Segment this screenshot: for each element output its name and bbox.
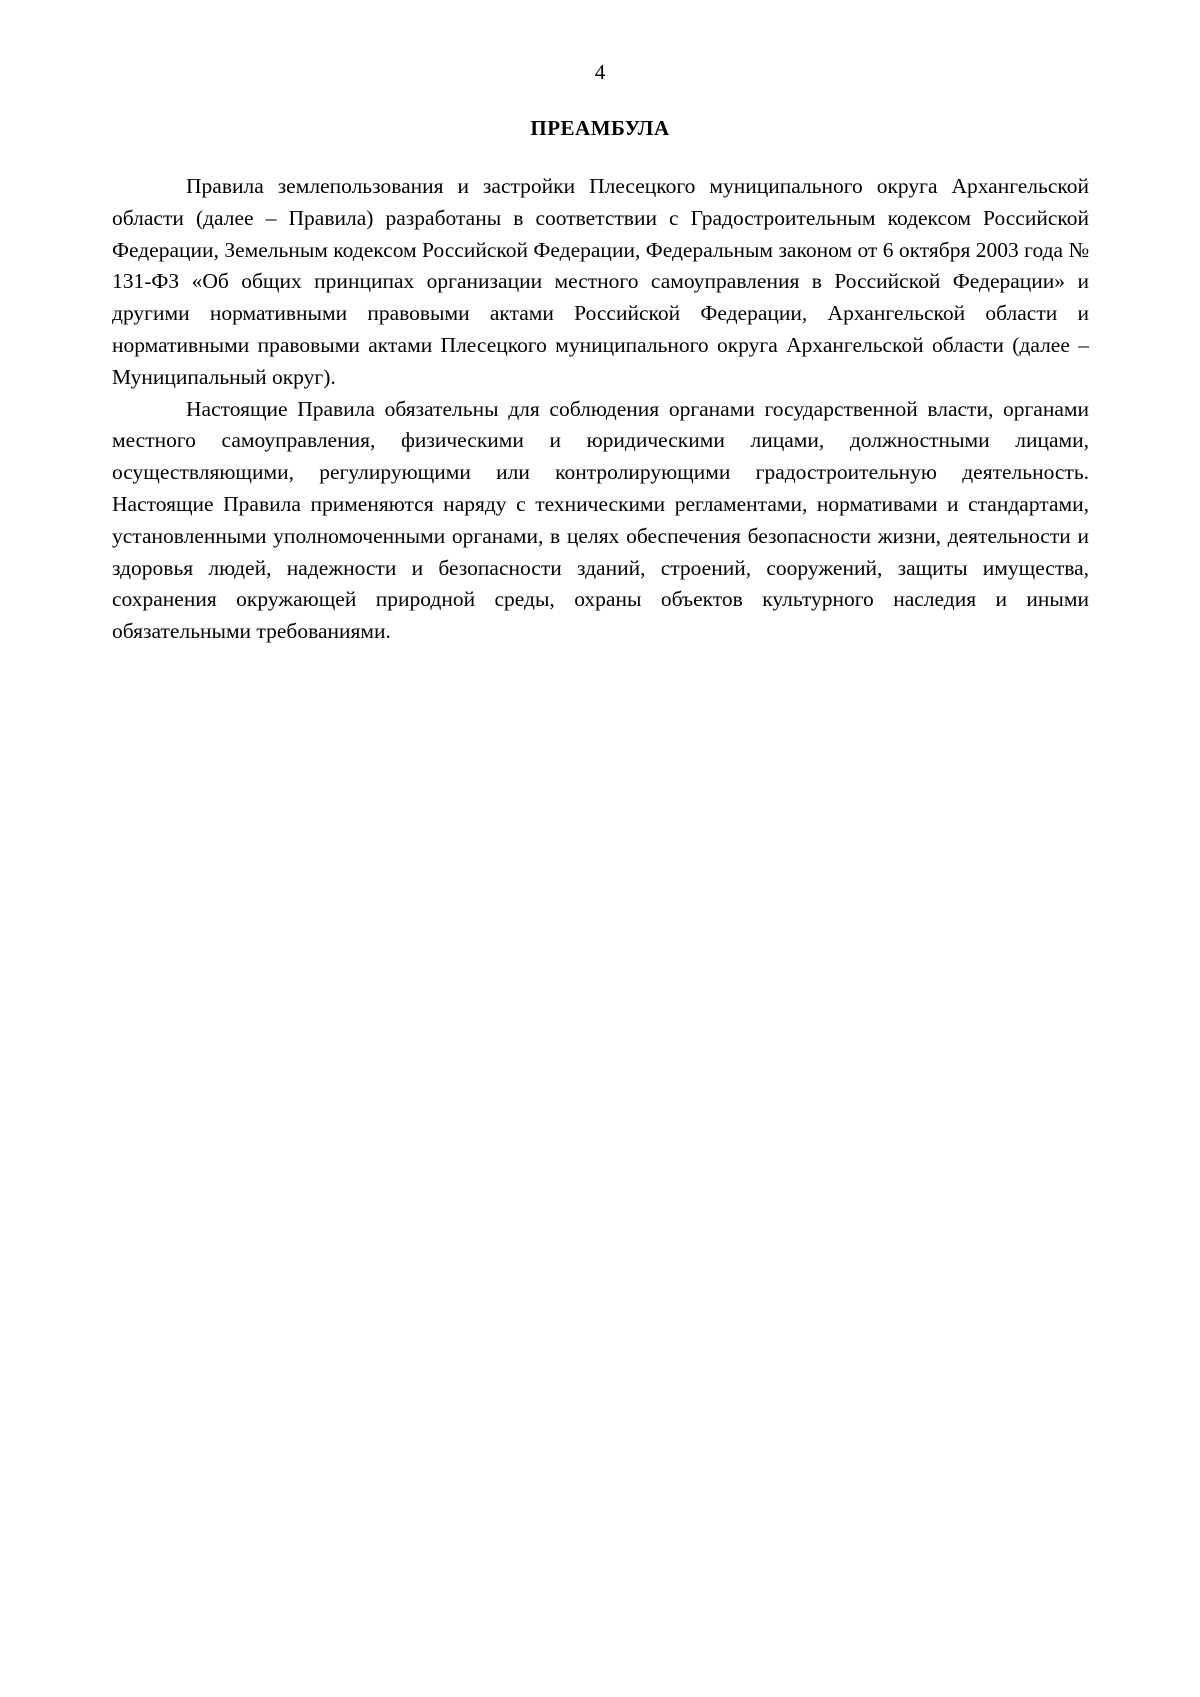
section-heading: ПРЕАМБУЛА <box>530 116 670 140</box>
paragraph-2: Настоящие Правила обязательны для соблюдения органами государственной власти, органами местного самоуправления, физическими и юридическими лицами, должностными лицами, осуществляющими, регулирующими или контролирующими градостроительную деятельность. Настоящие Правила применяются наряду с техническими регламентами, нормативами и стандартами, установленными уполномоченными органами, в целях обеспечения безопасности жизни, деятельности и здоровья людей, надежности и безопасности зданий, строений, сооружений, защиты имущества, сохранения окружающей природной среды, охраны объектов культурного наследия и иными обязательными требованиями. <box>112 396 1089 644</box>
paragraph-1: Правила землепользования и застройки Плесецкого муниципального округа Архангельской области (далее – Правила) разработаны в соответствии с Градостроительным кодексом Российской Федерации, Земельным кодексом Российской Федерации, Федеральным законом от 6 октября 2003 года № 131-ФЗ «Об общих принципах организации местного самоуправления в Российской Федерации» и другими нормативными правовыми актами Российской Федерации, Архангельской области и нормативными правовыми актами Плесецкого муниципального округа Архангельской области (далее – Муниципальный округ). <box>112 174 1089 389</box>
page-number: 4 <box>594 60 606 84</box>
document-body <box>112 171 1089 648</box>
